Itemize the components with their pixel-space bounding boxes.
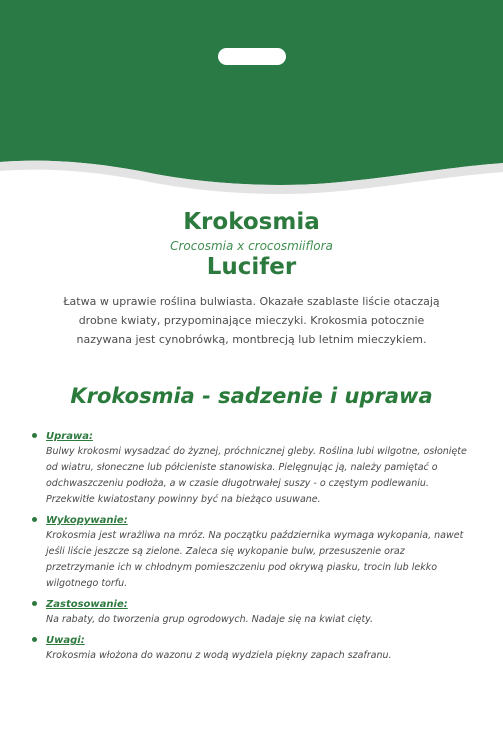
item-title: Zastosowanie: bbox=[46, 599, 128, 610]
list-item-uprawa bbox=[32, 429, 472, 508]
item-text: Bulwy krokosmi wysadzać do żyznej, próchnicznej gleby. Roślina lubi wilgotne, osłonięte od wiatru, słoneczne lub półcieniste stanowiska. Pielęgnując ją, należy pamiętać o odchwaszczeniu podłoża, a w czasie długotrwałej suszy - o częstym podlewaniu. Przekwitłe kwiatostany powinny być na bieżąco usuwane. bbox=[46, 446, 467, 505]
item-title: Uprawa: bbox=[46, 431, 93, 442]
item-text: Na rabaty, do tworzenia grup ogrodowych. Nadaje się na kwiat cięty. bbox=[46, 614, 374, 625]
item-text: Krokosmia jest wrażliwa na mróz. Na początku października wymaga wykopania, nawet jeśli liście jeszcze są zielone. Zaleca się wykopanie bulw, przesuszenie oraz przetrzymanie ich w chłodnym pomieszczeniu pod okrywą piasku, trocin lub lekko wilgotnego torfu. bbox=[46, 530, 464, 589]
list-item-uwagi bbox=[32, 633, 472, 664]
header-wave-graphic bbox=[0, 0, 503, 200]
intro-text: Łatwa w uprawie roślina bulwiasta. Okazałe szablaste liście otaczają drobne kwiaty, przypominające mieczyki. Krokosmia potocznie nazywana jest cynobrówką, montbrecją lub letnim mieczykiem. bbox=[63, 295, 440, 346]
list-item-zastosowanie bbox=[32, 597, 472, 628]
hang-hole bbox=[218, 48, 286, 65]
item-title: Uwagi: bbox=[46, 635, 85, 646]
bullet-icon bbox=[32, 601, 37, 606]
bullet-icon bbox=[32, 433, 37, 438]
item-text: Krokosmia włożona do wazonu z wodą wydziela piękny zapach szafranu. bbox=[46, 650, 392, 661]
section-title: Krokosmia - sadzenie i uprawa bbox=[70, 384, 433, 408]
cultivar-name: Lucifer bbox=[206, 254, 297, 280]
list-item-wykopywanie bbox=[32, 513, 472, 592]
bullet-icon bbox=[32, 517, 37, 522]
product-titles bbox=[0, 208, 503, 280]
care-list bbox=[32, 429, 472, 669]
latin-name: Crocosmia x crocosmiiflora bbox=[170, 239, 333, 253]
item-title: Wykopywanie: bbox=[46, 515, 128, 526]
bullet-icon bbox=[32, 637, 37, 642]
product-name: Krokosmia bbox=[183, 209, 320, 235]
green-header bbox=[0, 0, 503, 200]
